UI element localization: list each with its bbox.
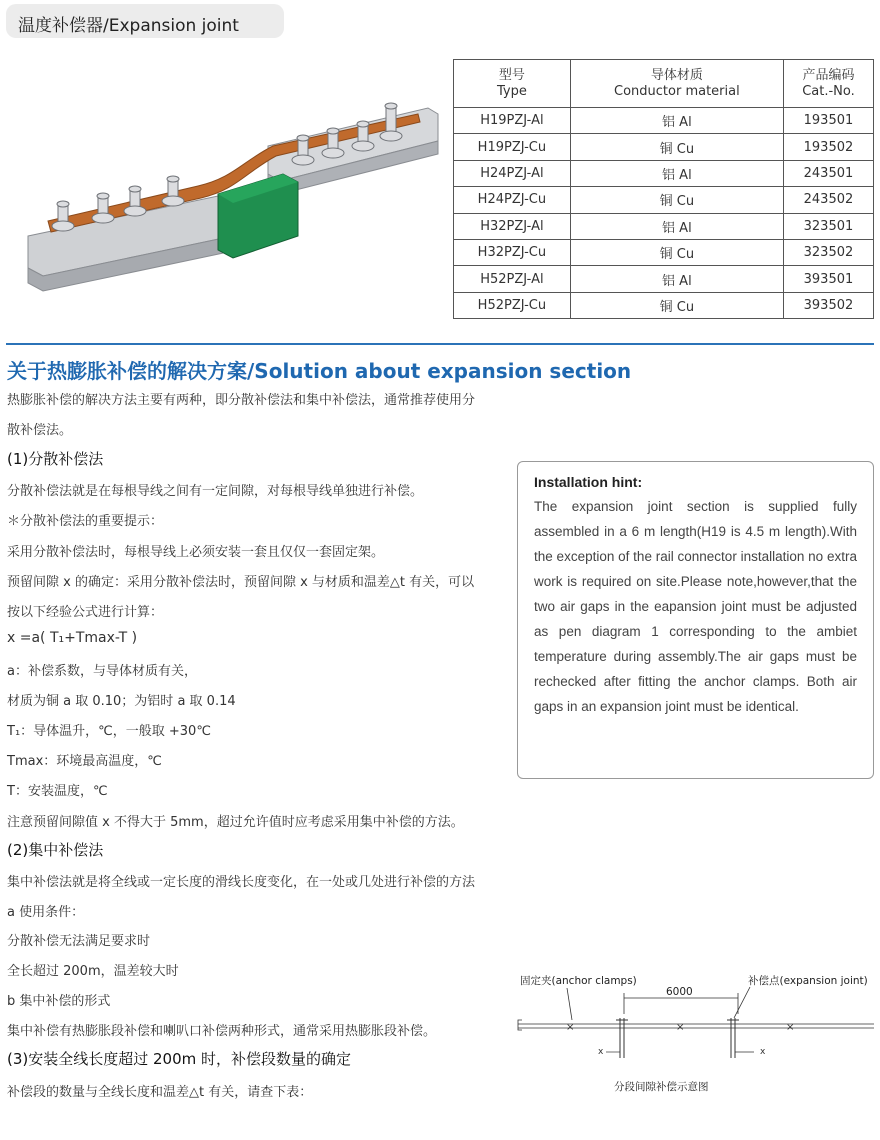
subheading-2: (2)集中补偿法 [7, 841, 104, 859]
diagram-caption: 分段间隙补偿示意图 [614, 1081, 709, 1093]
formula: x =a( T₁+Tmax-T ) [7, 630, 138, 646]
page-title: 温度补偿器/Expansion joint [18, 16, 239, 36]
paragraph: Tmax：环境最高温度，℃ [7, 754, 162, 769]
paragraph: 注意预留间隙值 x 不得大于 5mm，超过允许值时应考虑采用集中补偿的方法。 [7, 815, 464, 830]
expansion-joint-label: 补偿点(expansion joint) [748, 975, 868, 987]
paragraph: ＊分散补偿法的重要提示： [7, 514, 164, 529]
svg-text:×: × [786, 1022, 795, 1033]
paragraph: 全长超过 200m，温差较大时 [7, 964, 179, 979]
paragraph: 预留间隙 x 的确定：采用分散补偿法时，预留间隙 x 与材质和温差△t 有关，可以 [7, 575, 475, 590]
intro-line-1: 热膨胀补偿的解决方法主要有两种，即分散补偿法和集中补偿法，通常推荐使用分 [7, 393, 476, 408]
paragraph: T：安装温度，℃ [7, 784, 108, 799]
paragraph: b 集中补偿的形式 [7, 994, 111, 1009]
section-divider [6, 343, 874, 345]
subheading-1: (1)分散补偿法 [7, 450, 104, 468]
paragraph: 集中补偿有热膨胀段补偿和喇叭口补偿两种形式，通常采用热膨胀段补偿。 [7, 1024, 437, 1039]
hint-body: The expansion joint section is supplied fully assembled in a 6 m length(H19 is 4.5 m length).With the exception of the rail connector installation no extra work is required on site.Please note,however,that the two air gaps in the eapansion joint must be adjusted as pen diagram 1 corresponding to the ambiet temperature during assembly.The air gaps must be rechecked after fitting the anchor clamps. Both air gaps in an expansion joint must be identical. [534, 499, 857, 714]
svg-text:×: × [566, 1022, 575, 1033]
spec-table [453, 59, 874, 319]
table-row: H32PZJ-Cu 铜 Cu 323502 [454, 239, 874, 265]
table-row: H52PZJ-Al 铝 Al 393501 [454, 266, 874, 292]
header-material: 导体材质 Conductor material [570, 60, 783, 108]
table-row: H52PZJ-Cu 铜 Cu 393502 [454, 292, 874, 318]
table-row: H24PZJ-Cu 铜 Cu 243502 [454, 187, 874, 213]
anchor-clamps-label: 固定夹(anchor clamps) [520, 975, 637, 987]
expansion-joint-product-image [18, 86, 443, 316]
paragraph: a 使用条件： [7, 905, 85, 920]
dimension-label: 6000 [666, 986, 693, 998]
page-title-pill [6, 4, 284, 38]
paragraph: 补偿段的数量与全线长度和温差△t 有关，请查下表： [7, 1085, 313, 1100]
subheading-3: (3)安装全线长度超过 200m 时，补偿段数量的确定 [7, 1050, 352, 1068]
paragraph: 分散补偿法就是在每根导线之间有一定间隙，对每根导线单独进行补偿。 [7, 484, 424, 499]
paragraph: 材质为铜 a 取 0.10；为铝时 a 取 0.14 [7, 694, 236, 709]
header-type: 型号 Type [454, 60, 571, 108]
paragraph: 按以下经验公式进行计算： [7, 605, 164, 620]
gap-compensation-diagram [510, 962, 880, 1102]
paragraph: a：补偿系数，与导体材质有关， [7, 664, 197, 679]
paragraph: 采用分散补偿法时，每根导线上必须安装一套且仅仅一套固定架。 [7, 545, 385, 560]
svg-text:×: × [676, 1022, 685, 1033]
table-row: H24PZJ-Al 铝 Al 243501 [454, 160, 874, 186]
hint-title: Installation hint: [534, 474, 643, 490]
intro-line-2: 散补偿法。 [7, 423, 73, 438]
table-header-row [454, 60, 874, 108]
header-cat-no: 产品编码 Cat.-No. [783, 60, 873, 108]
paragraph: T₁：导体温升，℃，一般取 +30℃ [7, 724, 211, 739]
paragraph: 集中补偿法就是将全线或一定长度的滑线长度变化，在一处或几处进行补偿的方法 [7, 875, 476, 890]
installation-hint-box [517, 461, 874, 779]
paragraph: 分散补偿无法满足要求时 [7, 934, 151, 949]
gap-label-left: x [598, 1047, 604, 1057]
section-heading: 关于热膨胀补偿的解决方案/Solution about expansion section [7, 359, 632, 383]
table-row: H32PZJ-Al 铝 Al 323501 [454, 213, 874, 239]
gap-label-right: x [760, 1047, 766, 1057]
table-row: H19PZJ-Al 铝 Al 193501 [454, 108, 874, 134]
table-row: H19PZJ-Cu 铜 Cu 193502 [454, 134, 874, 160]
